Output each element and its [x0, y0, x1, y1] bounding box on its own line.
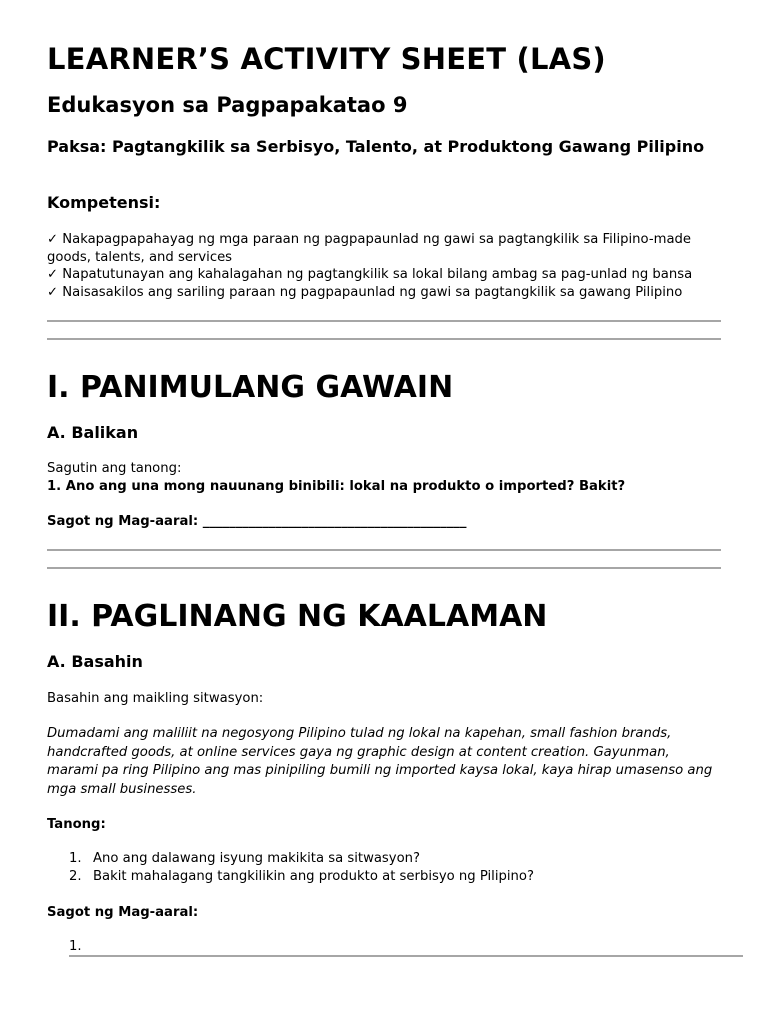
divider	[47, 567, 721, 569]
competency-list	[47, 231, 722, 301]
question-number: 1.	[69, 851, 82, 866]
topic-heading: Paksa: Pagtangkilik sa Serbisyo, Talento, at Produktong Gawang Pilipino	[47, 137, 705, 156]
divider	[47, 320, 721, 322]
section-2-prompt: Basahin ang maikling sitwasyon:	[47, 691, 264, 706]
divider	[47, 549, 721, 551]
divider	[47, 338, 721, 340]
section-1-prompt: Sagutin ang tanong:	[47, 461, 182, 476]
competency-heading: Kompetensi:	[47, 193, 161, 212]
section-2-heading: II. PAGLINANG NG KAALAMAN	[47, 599, 548, 634]
section-1-question: 1. Ano ang una mong nauunang binibili: lokal na produkto o imported? Bakit?	[47, 479, 626, 494]
competency-item: ✓ Nakapagpapahayag ng mga paraan ng pagpapaunlad ng gawi sa pagtangkilik sa Filipino-made goods, talents, and services	[47, 232, 692, 265]
reading-passage: Dumadami ang maliliit na negosyong Pilipino tulad ng lokal na kapehan, small fashion brands, handcrafted goods, at online services gaya ng graphic design at content creation. Gayunman, marami pa ring Pilipino ang mas pinipiling bumili ng imported kaysa lokal, kaya hirap umasenso ang mga small businesses.	[47, 726, 713, 797]
competency-item: ✓ Napatutunayan ang kahalagahan ng pagtangkilik sa lokal bilang ambag sa pag-unlad ng bansa	[47, 267, 693, 282]
question-number: 2.	[69, 869, 82, 884]
section-2-answer-label: Sagot ng Mag-aaral:	[47, 905, 199, 920]
answer-line[interactable]	[69, 955, 743, 957]
section-1-subheading: A. Balikan	[47, 423, 139, 442]
questions-label: Tanong:	[47, 817, 106, 832]
question-text: Bakit mahalagang tangkilikin ang produkto at serbisyo ng Pilipino?	[93, 869, 534, 884]
answer-number: 1.	[69, 939, 82, 954]
section-1-heading: I. PANIMULANG GAWAIN	[47, 370, 454, 405]
document-title: LEARNER’S ACTIVITY SHEET (LAS)	[47, 42, 606, 76]
section-1-answer-field[interactable]: Sagot ng Mag-aaral: ________________________________________	[47, 514, 467, 529]
competency-item: ✓ Naisasakilos ang sariling paraan ng pagpapaunlad ng gawi sa pagtangkilik sa gawang Pilipino	[47, 284, 683, 300]
question-text: Ano ang dalawang isyung makikita sa sitwasyon?	[93, 851, 421, 866]
section-2-subheading: A. Basahin	[47, 652, 143, 671]
subject-heading: Edukasyon sa Pagpapakatao 9	[47, 93, 408, 117]
